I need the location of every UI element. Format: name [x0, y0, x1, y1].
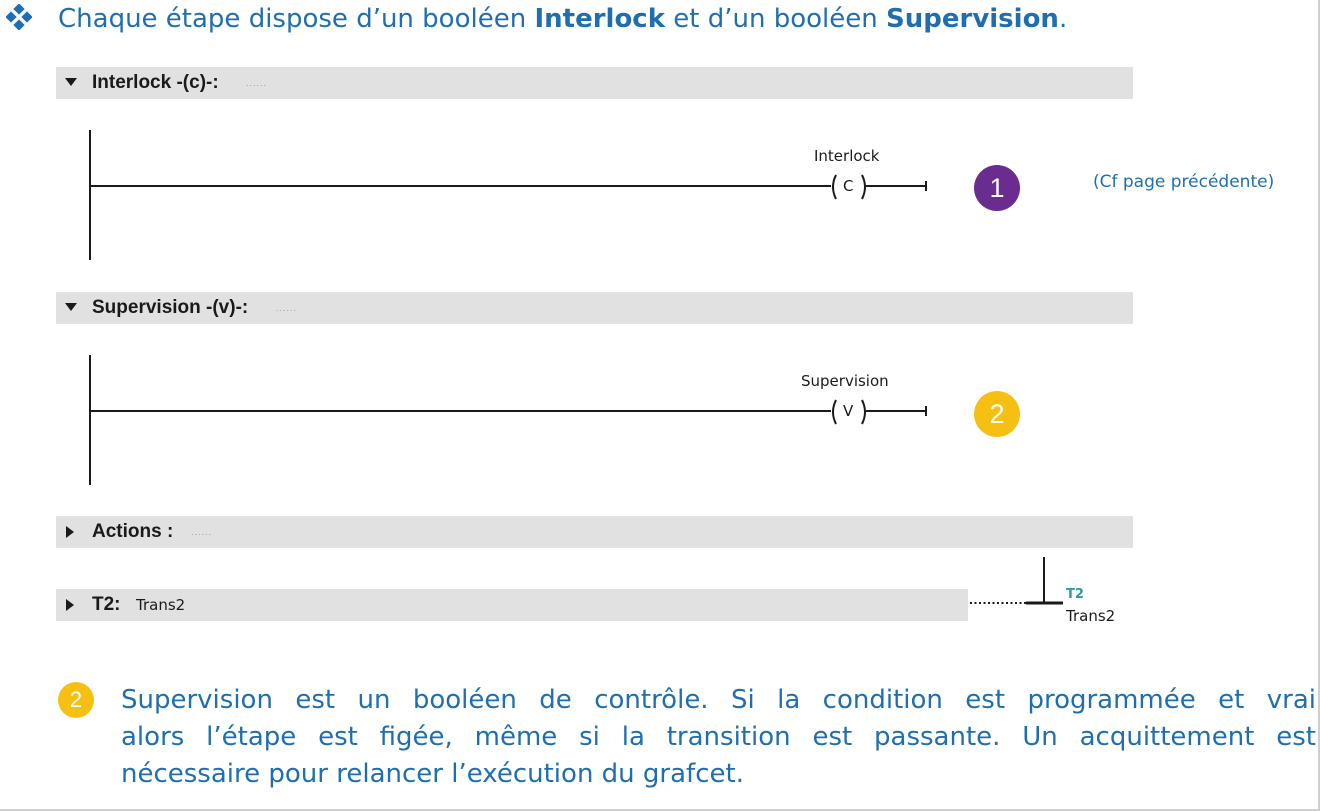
coil-name-interlock[interactable]: Interlock	[814, 147, 880, 165]
section-t2-label: T2:	[92, 594, 121, 615]
triangle-right-icon[interactable]	[65, 526, 75, 538]
section-interlock[interactable]	[56, 67, 1133, 99]
title-bold-interlock: Interlock	[534, 4, 666, 34]
triangle-down-icon[interactable]	[65, 302, 77, 312]
section-actions-placeholder[interactable]: ......	[191, 527, 213, 537]
power-rail	[89, 355, 91, 485]
section-supervision[interactable]	[56, 292, 1133, 324]
transition-condition: Trans2	[1066, 607, 1116, 625]
slide-title	[6, 2, 1067, 36]
section-interlock-placeholder[interactable]: ......	[246, 78, 268, 88]
footnote-line: nécessaire pour relancer l’exécution du grafcet.	[121, 759, 744, 789]
marker-2-badge: 2	[974, 391, 1020, 437]
marker-1-badge: 1	[974, 165, 1020, 211]
coil-letter-v: V	[843, 402, 854, 420]
transition-name: T2	[1066, 587, 1084, 602]
footnote-paragraph	[121, 682, 1316, 793]
rung-line	[91, 410, 831, 412]
transition-symbol[interactable]	[968, 555, 1068, 610]
footnote-line: alors l’étape est figée, même si la transition est passante. Un acquittement est	[121, 722, 1316, 752]
footnote-marker-2-badge: 2	[58, 682, 94, 718]
title-bold-supervision: Supervision	[886, 4, 1059, 34]
section-t2-value[interactable]: Trans2	[136, 596, 186, 614]
title-text: Chaque étape dispose d’un booléen	[58, 4, 535, 34]
coil-name-supervision[interactable]: Supervision	[801, 372, 889, 390]
section-actions-label: Actions :	[92, 521, 174, 542]
section-t2[interactable]	[56, 589, 968, 621]
coil-letter-c: C	[843, 177, 854, 195]
section-supervision-placeholder[interactable]: ......	[276, 303, 298, 313]
triangle-right-icon[interactable]	[65, 599, 75, 611]
rung-line	[91, 185, 831, 187]
section-supervision-label: Supervision -(v)-:	[92, 297, 249, 318]
section-interlock-label: Interlock -(c)-:	[92, 72, 219, 93]
title-text-mid: et d’un booléen	[665, 4, 887, 34]
cf-note: (Cf page précédente)	[1093, 172, 1275, 192]
footnote-line: Supervision est un booléen de contrôle. Si la condition est programmée et vrai	[121, 685, 1316, 715]
diamond-bullet-icon	[6, 4, 32, 30]
power-rail	[89, 130, 91, 260]
triangle-down-icon[interactable]	[65, 77, 77, 87]
title-suffix: .	[1058, 4, 1068, 34]
section-actions[interactable]	[56, 516, 1133, 548]
